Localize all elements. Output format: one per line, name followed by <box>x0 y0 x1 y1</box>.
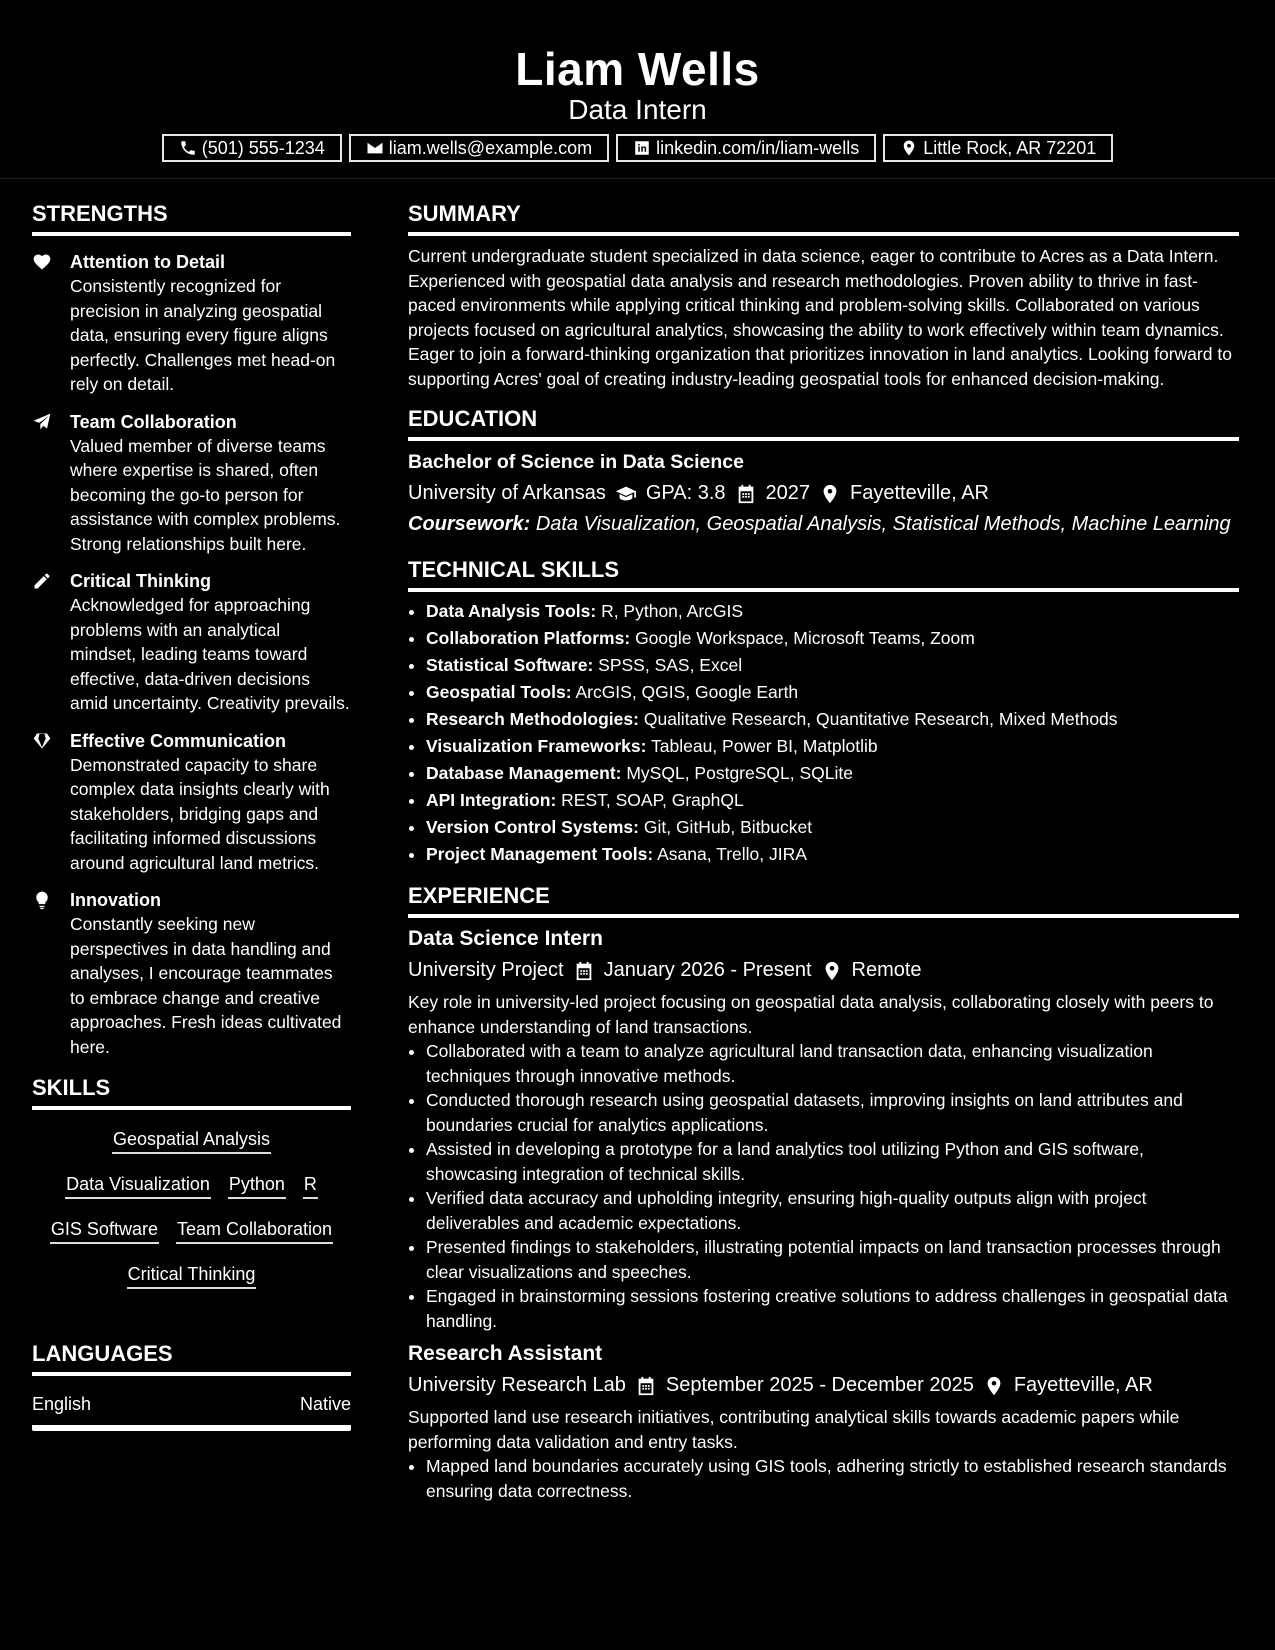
tech-skill-item <box>426 598 1239 625</box>
job-bullets <box>408 1454 1239 1503</box>
contact-email[interactable] <box>349 134 609 162</box>
tech-skill-value: ArcGIS, QGIS, Google Earth <box>575 682 799 702</box>
skill-chips <box>32 1118 351 1298</box>
strength-item <box>32 729 351 876</box>
linkedin-icon <box>633 139 651 157</box>
job-description: Supported land use research initiatives, contributing analytical skills towards academic papers while performing data validation and entry tasks. <box>408 1407 1180 1452</box>
contact-bar <box>0 134 1275 162</box>
languages-heading: LANGUAGES <box>32 1338 351 1376</box>
job-title: Research Assistant <box>408 1342 603 1365</box>
graduation-year: 2027 <box>765 482 811 504</box>
job-bullets <box>408 1039 1239 1333</box>
tech-skill-label: Statistical Software: <box>426 655 594 675</box>
job-bullet: • Collaborated with a team to analyze agricultural land transaction data, enhancing visualization techniques through innovative methods. <box>426 1039 1239 1088</box>
experience-heading: EXPERIENCE <box>408 880 1239 918</box>
languages-section <box>32 1338 351 1431</box>
gpa: GPA: 3.8 <box>645 482 726 504</box>
strength-text: Valued member of diverse teams where expertise is shared, often becoming the go-to person for assistance with complex problems. Strong relationships built here. <box>70 435 341 554</box>
skills-heading: SKILLS <box>32 1072 351 1110</box>
tech-skill-label: Database Management: <box>426 763 622 783</box>
resume-header <box>0 0 1275 179</box>
education-section <box>408 403 1239 536</box>
tech-skill-item <box>426 760 1239 787</box>
email-text: liam.wells@example.com <box>388 137 593 158</box>
technical-skills-list <box>408 598 1239 868</box>
tech-skill-item <box>426 733 1239 760</box>
calendar-icon <box>573 960 595 982</box>
tech-skill-label: Version Control Systems: <box>426 817 639 837</box>
skill-row <box>32 1163 351 1208</box>
job-bullet: • Verified data accuracy and upholding integrity, ensuring high-quality outputs align with project deliverables and academic expectations. <box>426 1186 1239 1235</box>
technical-skills-heading: TECHNICAL SKILLS <box>408 554 1239 592</box>
tech-skill-item <box>426 706 1239 733</box>
strength-title: Critical Thinking <box>70 571 212 591</box>
strength-text: Constantly seeking new perspectives in data handling and analyses, I encourage teammates to embrace change and creative approaches. Fresh ideas cultivated here. <box>70 914 342 1057</box>
paper-plane-icon <box>32 412 54 434</box>
education-location: Fayetteville, AR <box>850 482 989 504</box>
tech-skill-value: Asana, Trello, JIRA <box>657 844 807 864</box>
strength-title: Attention to Detail <box>70 252 225 272</box>
tech-skill-label: Visualization Frameworks: <box>426 736 647 756</box>
phone-icon <box>179 139 197 157</box>
job-dates: January 2026 - Present <box>603 959 812 981</box>
tech-skill-label: Data Analysis Tools: <box>426 601 597 621</box>
strengths-heading: STRENGTHS <box>32 198 351 236</box>
tech-skill-value: Git, GitHub, Bitbucket <box>643 817 813 837</box>
skill-chip: R <box>303 1173 318 1199</box>
job-bullet: • Conducted thorough research using geospatial datasets, improving insights on land attributes and boundaries crucial for analytics applications. <box>426 1088 1239 1137</box>
tech-skill-value: Google Workspace, Microsoft Teams, Zoom <box>635 628 975 648</box>
job-dates: September 2025 - December 2025 <box>665 1374 974 1396</box>
tech-skill-item <box>426 841 1239 868</box>
strength-text: Consistently recognized for precision in analyzing geospatial data, ensuring every figure aligns perfectly. Challenges met head-on rely on detail. <box>70 276 336 394</box>
job-location: Fayetteville, AR <box>1013 1374 1153 1396</box>
map-pin-icon <box>819 483 841 505</box>
graduation-cap-icon <box>615 483 637 505</box>
strength-text: Demonstrated capacity to share complex data insights clearly with stakeholders, bridging gaps and facilitating informed discussions around agricultural land metrics. <box>70 754 330 873</box>
skill-chip: Geospatial Analysis <box>112 1128 271 1154</box>
job-meta <box>408 1374 1239 1397</box>
tech-skill-item <box>426 625 1239 652</box>
technical-skills-section <box>408 554 1239 868</box>
strength-title: Team Collaboration <box>70 411 237 432</box>
tech-skill-label: Project Management Tools: <box>426 844 654 864</box>
tech-skill-value: MySQL, PostgreSQL, SQLite <box>626 763 853 783</box>
contact-linkedin[interactable] <box>616 134 876 162</box>
job-org: University Research Lab <box>408 1374 626 1396</box>
language-name: English <box>32 1394 92 1414</box>
calendar-icon <box>735 483 757 505</box>
education-meta <box>408 482 1239 505</box>
tech-skill-value: Tableau, Power BI, Matplotlib <box>651 736 878 756</box>
tech-skill-value: R, Python, ArcGIS <box>601 601 744 621</box>
strengths-list <box>32 250 351 1059</box>
right-column <box>408 198 1239 1503</box>
diamond-icon <box>32 731 54 753</box>
calendar-icon <box>635 1375 657 1397</box>
map-pin-icon <box>821 960 843 982</box>
left-column <box>32 198 351 1431</box>
candidate-name: Liam Wells <box>515 43 760 95</box>
tech-skill-label: Collaboration Platforms: <box>426 628 631 648</box>
language-row <box>32 1394 351 1431</box>
job-entry <box>408 1342 1239 1503</box>
tech-skill-value: Qualitative Research, Quantitative Research, Mixed Methods <box>643 709 1118 729</box>
job-entry <box>408 927 1239 1333</box>
strength-item <box>32 250 351 397</box>
experience-section <box>408 880 1239 1503</box>
coursework-label: Coursework: <box>408 513 531 535</box>
education-heading: EDUCATION <box>408 403 1239 441</box>
degree-title: Bachelor of Science in Data Science <box>408 451 744 473</box>
summary-heading: SUMMARY <box>408 198 1239 236</box>
skill-row <box>32 1253 351 1298</box>
tech-skill-item <box>426 787 1239 814</box>
tech-skill-label: API Integration: <box>426 790 557 810</box>
linkedin-text: linkedin.com/in/liam-wells <box>656 137 860 158</box>
skills-section <box>32 1072 351 1298</box>
contact-location <box>883 134 1113 162</box>
map-pin-icon <box>900 139 918 157</box>
job-bullet: • Mapped land boundaries accurately using GIS tools, adhering strictly to established research standards ensuring data correctness. <box>426 1454 1239 1503</box>
job-description: Key role in university-led project focusing on geospatial data analysis, collaborating closely with peers to enhance understanding of land transactions. <box>408 992 1214 1037</box>
coursework-list: Data Visualization, Geospatial Analysis, Statistical Methods, Machine Learning <box>535 513 1231 535</box>
tech-skill-label: Research Methodologies: <box>426 709 639 729</box>
job-meta <box>408 959 1239 982</box>
school-name: University of Arkansas <box>408 482 606 504</box>
skill-chip: Team Collaboration <box>176 1218 333 1244</box>
tech-skill-value: REST, SOAP, GraphQL <box>561 790 744 810</box>
strength-title: Effective Communication <box>70 730 287 751</box>
strength-title: Innovation <box>70 890 161 910</box>
skill-chip: GIS Software <box>50 1218 159 1244</box>
job-bullet: • Engaged in brainstorming sessions fostering creative solutions to address challenges in geospatial data handling. <box>426 1284 1239 1333</box>
job-title: Data Science Intern <box>408 927 603 950</box>
tech-skill-value: SPSS, SAS, Excel <box>598 655 743 675</box>
phone-text: (501) 555-1234 <box>201 137 325 158</box>
skill-row <box>32 1118 351 1163</box>
strength-item <box>32 410 351 557</box>
tech-skill-item <box>426 652 1239 679</box>
job-bullet: • Presented findings to stakeholders, illustrating potential impacts on land transaction processes through clear visualizations and speeches. <box>426 1235 1239 1284</box>
strength-text: Acknowledged for approaching problems with an analytical mindset, leading teams toward effective, data-driven decisions amid uncertainty. Creativity prevails. <box>70 595 350 713</box>
tech-skill-item <box>426 814 1239 841</box>
envelope-icon <box>366 139 384 157</box>
skill-chip: Critical Thinking <box>127 1263 257 1289</box>
candidate-title: Data Intern <box>568 94 707 125</box>
lightbulb-icon <box>32 890 54 912</box>
tech-skill-item <box>426 679 1239 706</box>
summary-text: Current undergraduate student specialized in data science, eager to contribute to Acres as a Data Intern. Experienced with geospatial data analysis and research methodologies. Proven ability to thrive in fast-paced environments while applying critical thinking and problem-solving skills. Collaborated on various projects focused on agricultural analytics, showcasing the ability to work effectively within team dynamics. Eager to join a forward-thinking organization that prioritizes innovation in land analytics. Looking forward to supporting Acres' goal of creating industry-leading geospatial tools for enhanced decision-making. <box>408 246 1232 389</box>
contact-phone[interactable] <box>162 134 342 162</box>
language-level: Native <box>299 1394 351 1414</box>
heart-icon <box>32 252 54 274</box>
job-bullet: • Assisted in developing a prototype for a land analytics tool utilizing Python and GIS software, showcasing integration of technical skills. <box>426 1137 1239 1186</box>
map-pin-icon <box>983 1375 1005 1397</box>
strength-item <box>32 569 351 716</box>
skill-chip: Python <box>228 1173 286 1199</box>
coursework <box>408 513 1239 536</box>
job-org: University Project <box>408 959 564 981</box>
strength-item <box>32 888 351 1059</box>
location-text: Little Rock, AR 72201 <box>923 137 1097 158</box>
pencil-icon <box>32 571 54 593</box>
job-location: Remote <box>851 959 922 981</box>
skill-chip: Data Visualization <box>65 1173 211 1199</box>
skill-row <box>32 1208 351 1253</box>
tech-skill-label: Geospatial Tools: <box>426 682 572 702</box>
